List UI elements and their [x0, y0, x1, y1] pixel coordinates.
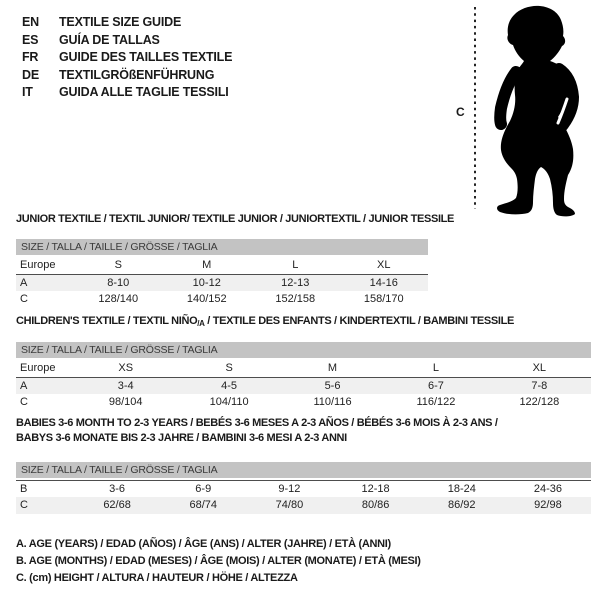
table-cell: S	[225, 362, 233, 374]
table-cell: 122/128	[519, 396, 560, 408]
table-cell: L	[432, 362, 439, 374]
children-size-table	[16, 342, 591, 411]
table-cell: 7-8	[531, 380, 548, 392]
table-cell: 92/98	[534, 499, 562, 511]
table-row	[16, 480, 591, 497]
table-cell: 5-6	[324, 380, 341, 392]
size-header: SIZE / TALLA / TAILLE / GRÖSSE / TAGLIA	[16, 462, 591, 478]
table-row	[16, 377, 591, 394]
baby-silhouette-icon	[445, 3, 595, 221]
guide-title: GUIDA ALLE TAGLIE TESSILI	[59, 85, 229, 99]
babies-size-table	[16, 462, 591, 514]
guide-title: GUÍA DE TALLAS	[59, 32, 160, 47]
table-cell: 140/152	[186, 293, 227, 305]
row-label-cell: A	[20, 277, 28, 289]
table-cell: 12-18	[361, 483, 390, 495]
table-cell: 128/140	[98, 293, 139, 305]
junior-size-table	[16, 239, 428, 308]
table-cell: 6-9	[195, 483, 212, 495]
lang-code: ES	[22, 32, 39, 47]
table-row	[16, 291, 428, 308]
table-cell: XL	[532, 362, 547, 374]
lang-row-es	[22, 32, 232, 50]
table-cell: M	[327, 362, 338, 374]
table-cell: 6-7	[427, 380, 444, 392]
table-cell: 104/110	[209, 396, 249, 408]
table-cell: 18-24	[447, 483, 476, 495]
row-label-cell: Europe	[20, 362, 56, 374]
title-subscript: /A	[197, 319, 205, 328]
table-cell: 9-12	[278, 483, 301, 495]
row-label-cell: C	[20, 293, 28, 305]
row-label-cell: A	[20, 380, 28, 392]
lang-row-de	[22, 67, 232, 85]
lang-row-it	[22, 84, 232, 102]
table-cell: 3-4	[117, 380, 134, 392]
table-cell: 68/74	[189, 499, 218, 511]
row-label-cell: B	[20, 483, 28, 495]
title-line-1: BABIES 3-6 MONTH TO 2-3 YEARS / BEBÉS 3-6 MESES A 2-3 AÑOS / BÉBÉS 3-6 MOIS À 2-3 ANS /	[16, 417, 498, 429]
guide-title: TEXTILE SIZE GUIDE	[59, 15, 182, 29]
row-label-cell: Europe	[20, 259, 56, 271]
table-cell: 62/68	[103, 499, 131, 511]
footnote-b: B. AGE (MONTHS) / EDAD (MESES) / ÂGE (MOIS) / ALTER (MONATE) / ETÀ (MESI)	[16, 555, 421, 568]
lang-code: EN	[22, 15, 39, 29]
table-cell: 158/170	[363, 293, 404, 305]
table-cell: M	[202, 259, 212, 271]
table-cell: L	[292, 259, 299, 271]
footnote-a: A. AGE (YEARS) / EDAD (AÑOS) / ÂGE (ANS) / ALTER (JAHRE) / ETÀ (ANNI)	[16, 538, 391, 550]
guide-title: GUIDE DES TAILLES TEXTILE	[59, 50, 233, 64]
table-cell: XL	[377, 259, 391, 271]
table-cell: 4-5	[221, 380, 238, 392]
lang-row-fr	[22, 49, 232, 67]
table-row	[16, 394, 591, 411]
table-cell: 74/80	[275, 499, 304, 511]
title-text: / TEXTILE DES ENFANTS / KINDERTEXTIL / BAMBINI TESSILE	[204, 315, 514, 327]
children-table-title	[16, 314, 514, 331]
table-row	[16, 497, 591, 514]
row-label-cell: C	[20, 396, 28, 408]
table-row	[16, 257, 428, 274]
table-cell: 8-10	[107, 277, 130, 289]
table-cell: 24-36	[533, 483, 563, 495]
table-cell: 10-12	[192, 277, 221, 289]
row-label-cell: C	[20, 499, 28, 511]
table-cell: 86/92	[448, 499, 476, 511]
height-measure-label: C	[456, 105, 465, 119]
footnote-c: C. (cm) HEIGHT / ALTURA / HAUTEUR / HÖHE / ALTEZZA	[16, 572, 298, 585]
language-title-list	[22, 14, 232, 102]
lang-row-en	[22, 14, 232, 32]
lang-code: DE	[22, 67, 39, 82]
table-cell: 152/158	[275, 293, 316, 305]
guide-title: TEXTILGRÖßENFÜHRUNG	[59, 67, 215, 82]
table-cell: 110/116	[313, 396, 352, 408]
junior-table-title: JUNIOR TEXTILE / TEXTIL JUNIOR/ TEXTILE JUNIOR / JUNIORTEXTIL / JUNIOR TESSILE	[16, 213, 455, 225]
table-cell: XS	[118, 362, 134, 374]
table-cell: 3-6	[109, 483, 126, 495]
table-cell: 80/86	[361, 499, 390, 511]
table-cell: 14-16	[369, 277, 398, 289]
table-row	[16, 274, 428, 291]
table-cell: 116/122	[416, 396, 456, 408]
lang-code: FR	[22, 50, 39, 64]
title-line-2: BABYS 3-6 MONATE BIS 2-3 JAHRE / BAMBINI 3-6 MESI A 2-3 ANNI	[16, 432, 347, 444]
legend-footnotes	[16, 536, 421, 588]
babies-table-title	[16, 416, 498, 446]
table-cell: 12-13	[281, 277, 310, 289]
size-header: SIZE / TALLA / TAILLE / GRÖSSE / TAGLIA	[16, 342, 591, 358]
table-cell: 98/104	[108, 396, 143, 408]
size-header: SIZE / TALLA / TAILLE / GRÖSSE / TAGLIA	[16, 239, 428, 255]
table-row	[16, 360, 591, 377]
table-cell: S	[114, 259, 122, 271]
baby-height-figure	[445, 3, 595, 221]
lang-code: IT	[22, 85, 33, 99]
title-text: CHILDREN'S TEXTILE / TEXTIL NIÑO	[16, 315, 198, 327]
